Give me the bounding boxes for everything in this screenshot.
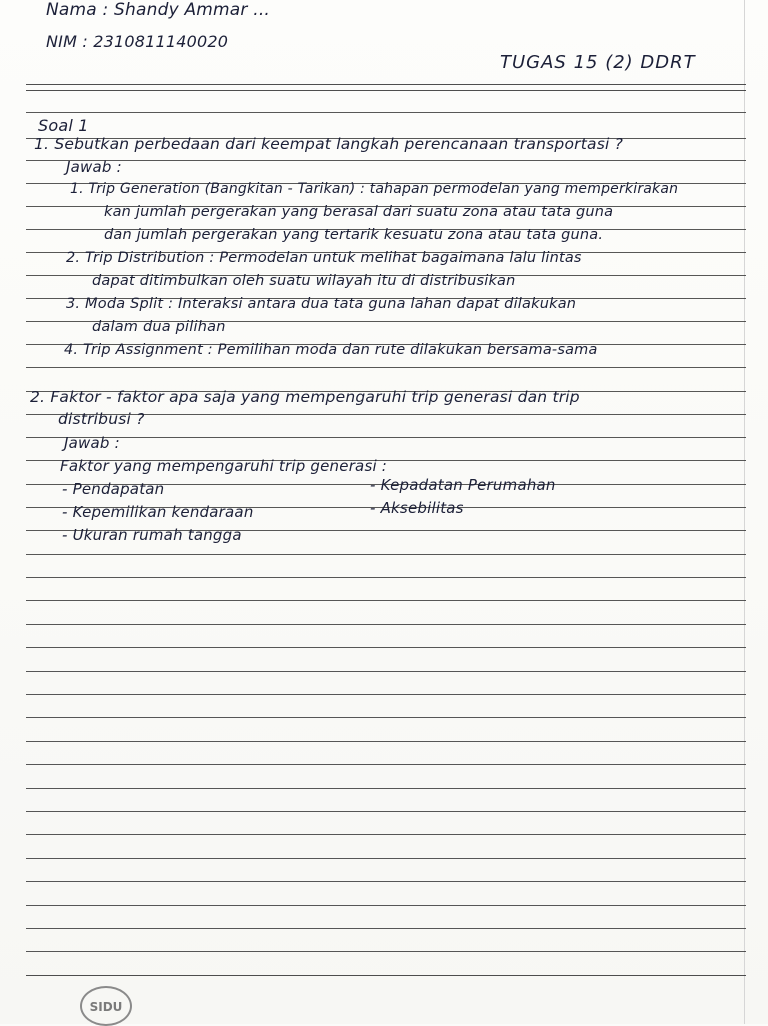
answer-line: 3. Moda Split : Interaksi antara dua tata guna lahan dapat dilakukan xyxy=(66,296,577,312)
ruled-line xyxy=(26,905,746,906)
ruled-line xyxy=(26,112,746,113)
answer-line: 1. Trip Generation (Bangkitan - Tarikan) : tahapan permodelan yang memperkirakan xyxy=(70,181,679,197)
assignment-title: TUGAS 15 (2) DDRT xyxy=(500,52,696,73)
sidu-logo-icon xyxy=(84,990,128,1022)
ruled-line xyxy=(26,951,746,952)
answer-line: dapat ditimbulkan oleh suatu wilayah itu di distribusikan xyxy=(92,273,516,289)
svg-text:SIDU: SIDU xyxy=(89,1000,123,1014)
answer-line: dan jumlah pergerakan yang tertarik kesuatu zona atau tata guna. xyxy=(104,227,604,243)
answer-label-1: Jawab : xyxy=(66,158,122,176)
answer-line: dalam dua pilihan xyxy=(92,319,226,335)
ruled-line xyxy=(26,84,746,85)
ruled-line xyxy=(26,834,746,835)
factor-item: - Kepemilikan kendaraan xyxy=(62,503,254,521)
ruled-line xyxy=(26,367,746,368)
ruled-line xyxy=(26,881,746,882)
answer-label-2: Jawab : xyxy=(64,434,120,452)
section-title: Soal 1 xyxy=(38,116,89,135)
answer-intro: Faktor yang mempengaruhi trip generasi : xyxy=(60,457,388,475)
student-name: Nama : Shandy Ammar ... xyxy=(46,0,271,20)
ruled-line xyxy=(26,717,746,718)
ruled-line xyxy=(26,90,746,91)
ruled-line xyxy=(26,160,746,161)
ruled-line xyxy=(26,788,746,789)
notebook-brand-logo xyxy=(80,986,132,1026)
page-edge-line xyxy=(744,0,745,1024)
ruled-line xyxy=(26,671,746,672)
ruled-line xyxy=(26,577,746,578)
ruled-line xyxy=(26,437,746,438)
ruled-line xyxy=(26,975,746,976)
question-1: 1. Sebutkan perbedaan dari keempat langkah perencanaan transportasi ? xyxy=(34,135,624,153)
factor-item: - Pendapatan xyxy=(62,480,165,498)
ruled-line xyxy=(26,647,746,648)
question-2-cont: distribusi ? xyxy=(58,410,145,428)
question-2: 2. Faktor - faktor apa saja yang mempengaruhi trip generasi dan trip xyxy=(30,388,580,406)
ruled-line xyxy=(26,624,746,625)
student-nim: NIM : 2310811140020 xyxy=(46,32,229,51)
ruled-line xyxy=(26,811,746,812)
ruled-line xyxy=(26,600,746,601)
answer-line: 4. Trip Assignment : Pemilihan moda dan rute dilakukan bersama-sama xyxy=(64,342,598,358)
ruled-line xyxy=(26,741,746,742)
ruled-line xyxy=(26,928,746,929)
ruled-line xyxy=(26,858,746,859)
factor-item: - Ukuran rumah tangga xyxy=(62,526,242,544)
ruled-line xyxy=(26,764,746,765)
factor-item: - Aksebilitas xyxy=(370,499,464,517)
factor-item: - Kepadatan Perumahan xyxy=(370,476,556,494)
answer-line: 2. Trip Distribution : Permodelan untuk melihat bagaimana lalu lintas xyxy=(66,250,582,266)
ruled-line xyxy=(26,694,746,695)
answer-line: kan jumlah pergerakan yang berasal dari suatu zona atau tata guna xyxy=(104,204,614,220)
ruled-line xyxy=(26,554,746,555)
